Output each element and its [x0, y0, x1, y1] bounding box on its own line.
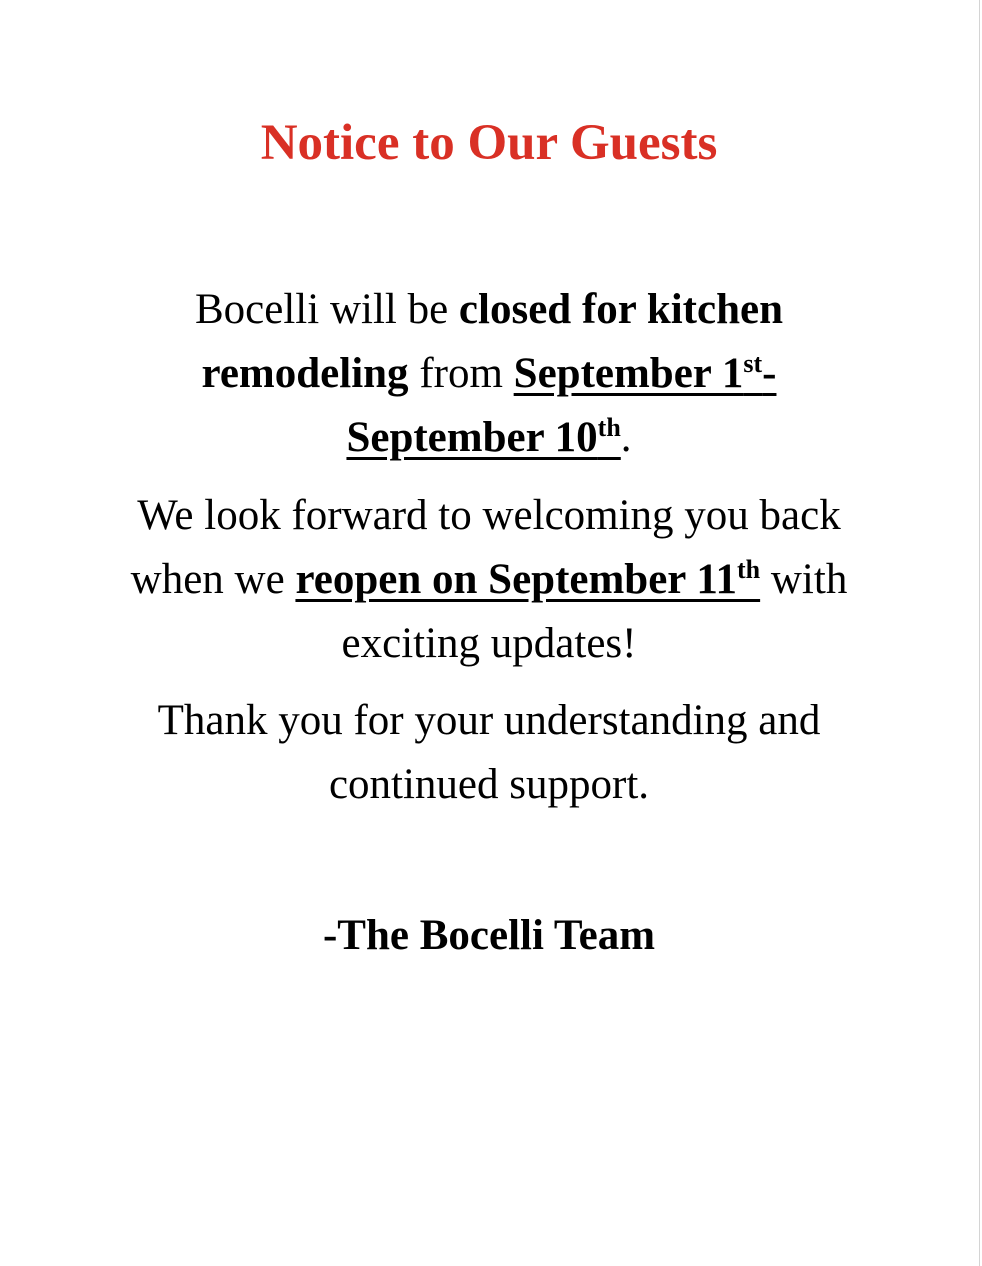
- reopen-date-suffix: th: [737, 555, 761, 584]
- thanks-paragraph: Thank you for your understanding and continued support.: [157, 697, 821, 808]
- closure-end-suffix: th: [597, 413, 621, 442]
- closure-paragraph: [110, 278, 868, 470]
- reopen-paragraph: [110, 484, 868, 676]
- closure-start-date: September 1: [513, 350, 744, 397]
- reopen-text-outro: with exciting updates!: [341, 556, 848, 667]
- closure-text-intro: Bocelli will be: [195, 286, 459, 333]
- closure-start-suffix: st: [743, 349, 763, 378]
- closure-reason: closed for kitchen remodeling: [201, 286, 783, 397]
- closure-period: .: [620, 414, 632, 461]
- closure-text-from: from: [408, 350, 514, 397]
- reopen-date: [295, 556, 760, 603]
- reopen-text-intro: We look forward to welcoming you back when we: [130, 492, 841, 603]
- signature: -The Bocelli Team: [322, 912, 656, 959]
- notice-title: Notice to Our Guests: [260, 115, 718, 171]
- page-edge: [979, 0, 980, 1266]
- reopen-date-text: reopen on September 11: [295, 556, 737, 603]
- closure-end-date: -September 10: [346, 350, 777, 461]
